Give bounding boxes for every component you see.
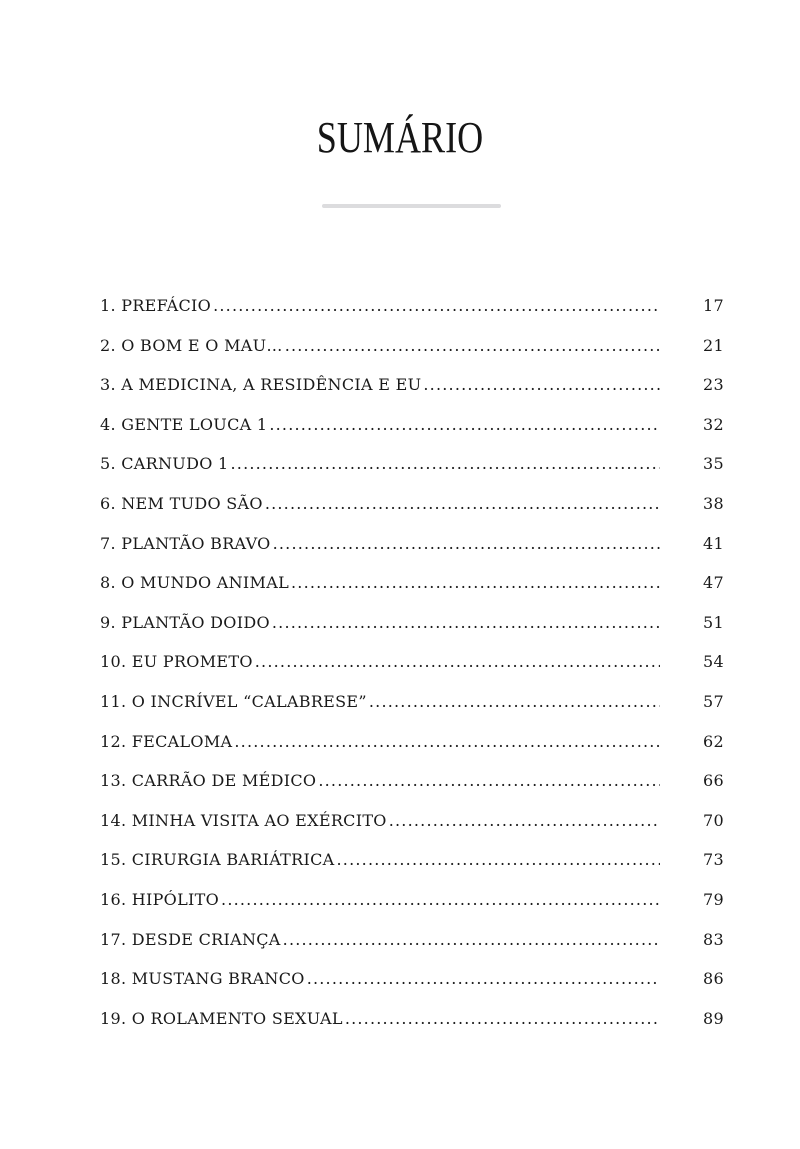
toc-entry-title: 17. DESDE CRIANÇA bbox=[100, 929, 281, 949]
toc-entry[interactable] bbox=[100, 613, 724, 653]
toc-entry-page-number: 23 bbox=[703, 375, 724, 395]
toc-entry-title-group bbox=[100, 811, 660, 830]
toc-entry[interactable] bbox=[100, 771, 724, 811]
toc-entry[interactable] bbox=[100, 375, 724, 415]
toc-entry-title-group bbox=[100, 415, 660, 434]
toc-dot-leader bbox=[283, 930, 660, 949]
toc-entry-title: 9. PLANTÃO DOIDO bbox=[100, 612, 270, 632]
toc-dot-leader bbox=[291, 573, 660, 592]
toc-dot-leader bbox=[285, 336, 660, 355]
toc-entry[interactable] bbox=[100, 652, 724, 692]
toc-entry-title-group bbox=[100, 375, 660, 394]
toc-entry[interactable] bbox=[100, 890, 724, 930]
toc-entry-title-group bbox=[100, 573, 660, 592]
toc-entry-page-number: 51 bbox=[703, 612, 724, 632]
toc-entry-title-group bbox=[100, 890, 660, 909]
toc-entry-page-number: 62 bbox=[703, 731, 724, 751]
toc-entry-title-group bbox=[100, 494, 660, 513]
toc-entry-title: 3. A MEDICINA, A RESIDÊNCIA E EU bbox=[100, 375, 422, 395]
toc-entry-title: 11. O INCRÍVEL “CALABRESE” bbox=[100, 691, 367, 711]
toc-entry-title: 19. O ROLAMENTO SEXUAL bbox=[100, 1008, 343, 1028]
toc-entry-title: 18. MUSTANG BRANCO bbox=[100, 969, 305, 989]
toc-entry[interactable] bbox=[100, 732, 724, 772]
toc-entry-title-group bbox=[100, 613, 660, 632]
toc-entry[interactable] bbox=[100, 692, 724, 732]
toc-entry[interactable] bbox=[100, 969, 724, 1009]
toc-entry-page-number: 57 bbox=[703, 691, 724, 711]
toc-dot-leader bbox=[307, 969, 660, 988]
toc-entry-title: 7. PLANTÃO BRAVO bbox=[100, 533, 271, 553]
toc-entry-title: 15. CIRURGIA BARIÁTRICA bbox=[100, 850, 335, 870]
toc-entry-page-number: 21 bbox=[703, 335, 724, 355]
toc-dot-leader bbox=[369, 692, 660, 711]
toc-entry-title-group bbox=[100, 534, 660, 553]
toc-entry-title-group bbox=[100, 692, 660, 711]
toc-entry-title: 13. CARRÃO DE MÉDICO bbox=[100, 771, 317, 791]
toc-dot-leader bbox=[318, 771, 660, 790]
toc-entry-title: 10. EU PROMETO bbox=[100, 652, 253, 672]
toc-entry-title: 2. O BOM E O MAU… bbox=[100, 335, 283, 355]
toc-entry[interactable] bbox=[100, 811, 724, 851]
toc-dot-leader bbox=[272, 613, 660, 632]
toc-entry[interactable] bbox=[100, 930, 724, 970]
toc-entry-page-number: 73 bbox=[703, 850, 724, 870]
toc-entry-title-group bbox=[100, 336, 660, 355]
toc-entry-page-number: 35 bbox=[703, 454, 724, 474]
toc-dot-leader bbox=[265, 494, 660, 513]
toc-entry-title-group bbox=[100, 1009, 660, 1028]
toc-dot-leader bbox=[269, 415, 660, 434]
toc-entry-page-number: 79 bbox=[703, 889, 724, 909]
toc-entry[interactable] bbox=[100, 1009, 724, 1049]
toc-entry-title-group bbox=[100, 969, 660, 988]
toc-entry-title: 14. MINHA VISITA AO EXÉRCITO bbox=[100, 810, 387, 830]
toc-entry-page-number: 38 bbox=[703, 493, 724, 513]
toc-entry-page-number: 89 bbox=[703, 1008, 724, 1028]
toc-entry-title-group bbox=[100, 296, 660, 315]
toc-entry-title: 5. CARNUDO 1 bbox=[100, 454, 229, 474]
toc-entry-page-number: 41 bbox=[703, 533, 724, 553]
toc-entry-title: 6. NEM TUDO SÃO bbox=[100, 493, 263, 513]
toc-entry-page-number: 32 bbox=[703, 414, 724, 434]
toc-dot-leader bbox=[389, 811, 660, 830]
toc-entry[interactable] bbox=[100, 573, 724, 613]
toc-entry-title-group bbox=[100, 454, 660, 473]
toc-entry-title: 12. FECALOMA bbox=[100, 731, 233, 751]
toc-entry-page-number: 86 bbox=[703, 969, 724, 989]
toc-entry-page-number: 70 bbox=[703, 810, 724, 830]
toc-dot-leader bbox=[255, 652, 660, 671]
toc-entry-title: 1. PREFÁCIO bbox=[100, 296, 212, 315]
page-title: SUMÁRIO bbox=[316, 113, 484, 162]
toc-entry-title: 4. GENTE LOUCA 1 bbox=[100, 414, 268, 434]
toc-dot-leader bbox=[345, 1009, 660, 1028]
toc-entry-page-number: 66 bbox=[703, 771, 724, 791]
toc-entry[interactable] bbox=[100, 850, 724, 890]
title-divider bbox=[322, 204, 501, 208]
toc-dot-leader bbox=[337, 850, 660, 869]
toc-entry-page-number: 83 bbox=[703, 929, 724, 949]
toc-entry-title-group bbox=[100, 850, 660, 869]
toc-entry-title-group bbox=[100, 930, 660, 949]
toc-entry-page-number: 17 bbox=[703, 296, 724, 315]
toc-entry-page-number: 54 bbox=[703, 652, 724, 672]
toc-entry[interactable] bbox=[100, 415, 724, 455]
toc-entry-title-group bbox=[100, 732, 660, 751]
toc-entry-title: 8. O MUNDO ANIMAL bbox=[100, 573, 289, 593]
toc-entry[interactable] bbox=[100, 336, 724, 376]
toc-entry-page-number: 47 bbox=[703, 573, 724, 593]
toc-dot-leader bbox=[213, 296, 660, 315]
toc-entry[interactable] bbox=[100, 494, 724, 534]
toc-entry[interactable] bbox=[100, 296, 724, 336]
toc-entry-title-group bbox=[100, 652, 660, 671]
table-of-contents bbox=[100, 296, 724, 1048]
toc-dot-leader bbox=[273, 534, 660, 553]
toc-dot-leader bbox=[221, 890, 660, 909]
toc-entry[interactable] bbox=[100, 534, 724, 574]
toc-dot-leader bbox=[423, 375, 660, 394]
toc-entry-title-group bbox=[100, 771, 660, 790]
toc-dot-leader bbox=[231, 454, 661, 473]
toc-entry[interactable] bbox=[100, 454, 724, 494]
toc-dot-leader bbox=[234, 732, 660, 751]
toc-entry-title: 16. HIPÓLITO bbox=[100, 889, 220, 909]
